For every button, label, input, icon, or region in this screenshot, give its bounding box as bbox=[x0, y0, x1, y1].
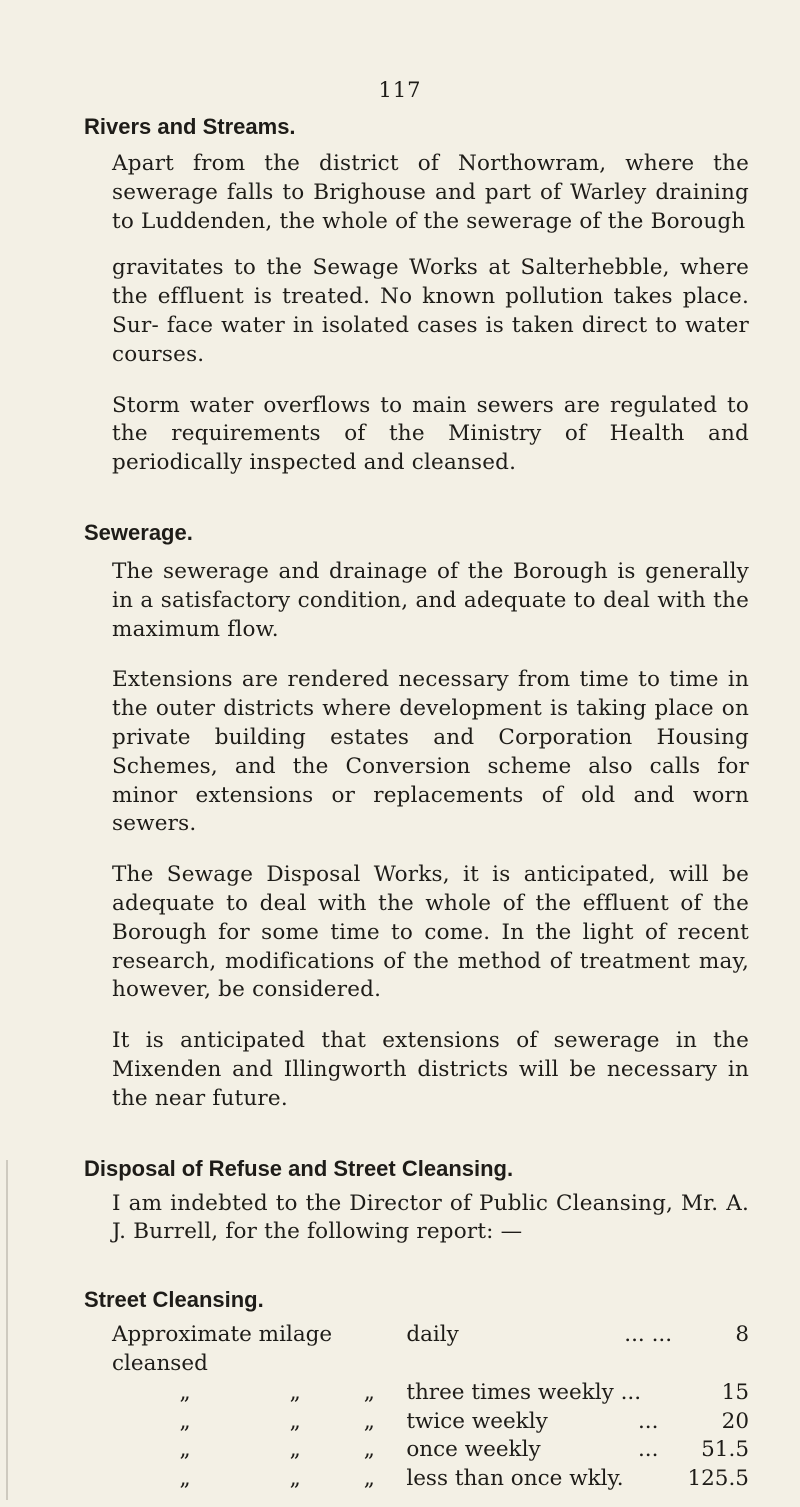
ditto-mark: „ bbox=[363, 1466, 375, 1492]
ditto-mark: „ bbox=[179, 1466, 191, 1492]
heading-sewerage: Sewerage. bbox=[84, 519, 193, 545]
ditto-mark: „ bbox=[289, 1466, 301, 1492]
page-content bbox=[84, 112, 749, 1494]
rivers-paragraph-1: Apart from the district of Northowram, where the sewerage falls to Brighouse and part of Warley draining to Luddenden, the whole of the sewerage of the Borough bbox=[112, 151, 749, 234]
sewerage-paragraph-4: It is anticipated that extensions of sewerage in the Mixenden and Illingworth districts will be necessary in the near future. bbox=[112, 1028, 749, 1111]
ditto-mark: „ bbox=[363, 1408, 375, 1434]
table-row bbox=[112, 1465, 749, 1494]
heading-disposal-of-refuse: Disposal of Refuse and Street Cleansing. bbox=[84, 1155, 514, 1181]
sewerage-paragraph-3: The Sewage Disposal Works, it is anticipated, will be adequate to deal with the whole of the effluent of the Borough for some time to come. In the light of recent research, modifications of the method of treatment may, however, be considered. bbox=[112, 862, 749, 1003]
left-edge-shadow bbox=[6, 1160, 8, 1500]
sewerage-paragraph-2: Extensions are rendered necessary from time to time in the outer districts where development is taking place on private building estates and Corporation Housing Schemes, and the Conversion scheme also calls for minor extensions or replacements of old and worn sewers. bbox=[112, 667, 749, 837]
row-leader-dots: ... bbox=[637, 1408, 659, 1434]
table-row bbox=[112, 1436, 749, 1465]
row-leader-dots: ... ... bbox=[624, 1322, 673, 1348]
rivers-paragraph-2: gravitates to the Sewage Works at Salterhebble, where the effluent is treated. No known pollution takes place. Sur- face water in isolated cases is taken direct to water courses. bbox=[112, 255, 749, 367]
table-row bbox=[112, 1321, 749, 1379]
refuse-paragraph-1: I am indebted to the Director of Public Cleansing, Mr. A. J. Burrell, for the following report: — bbox=[112, 1190, 749, 1245]
ditto-mark: „ bbox=[179, 1437, 191, 1463]
row-frequency: once weekly bbox=[406, 1437, 541, 1463]
table-row bbox=[112, 1408, 749, 1437]
row-mileage-value: 51.5 bbox=[701, 1437, 749, 1463]
row-frequency: less than once wkly. bbox=[406, 1466, 624, 1492]
row-mileage-value: 20 bbox=[721, 1408, 749, 1434]
row-frequency: daily bbox=[406, 1322, 459, 1348]
table-row bbox=[112, 1379, 749, 1408]
ditto-mark: „ bbox=[363, 1379, 375, 1405]
row-frequency: three times weekly ... bbox=[406, 1379, 642, 1405]
row-frequency: twice weekly bbox=[406, 1408, 548, 1434]
heading-street-cleansing: Street Cleansing. bbox=[84, 1287, 264, 1313]
ditto-mark: „ bbox=[179, 1408, 191, 1434]
heading-rivers-and-streams: Rivers and Streams. bbox=[84, 114, 296, 139]
row-mileage-value: 125.5 bbox=[687, 1466, 749, 1492]
street-cleansing-table bbox=[112, 1321, 749, 1494]
ditto-mark: „ bbox=[179, 1379, 191, 1405]
rivers-paragraph-3: Storm water overflows to main sewers are regulated to the requirements of the Ministry of Health and periodically inspected and cleansed. bbox=[112, 392, 749, 476]
row-label-prefix: Approximate milage cleansed bbox=[112, 1322, 333, 1376]
ditto-mark: „ bbox=[289, 1379, 301, 1405]
row-mileage-value: 8 bbox=[735, 1322, 749, 1348]
ditto-mark: „ bbox=[289, 1437, 301, 1463]
page-number: 117 bbox=[378, 78, 422, 102]
row-leader-dots: ... bbox=[637, 1437, 659, 1463]
row-mileage-value: 15 bbox=[721, 1379, 749, 1405]
ditto-mark: „ bbox=[363, 1437, 375, 1463]
ditto-mark: „ bbox=[289, 1408, 301, 1434]
sewerage-paragraph-1: The sewerage and drainage of the Borough is generally in a satisfactory condition, and adequate to deal with the maximum flow. bbox=[112, 558, 749, 642]
